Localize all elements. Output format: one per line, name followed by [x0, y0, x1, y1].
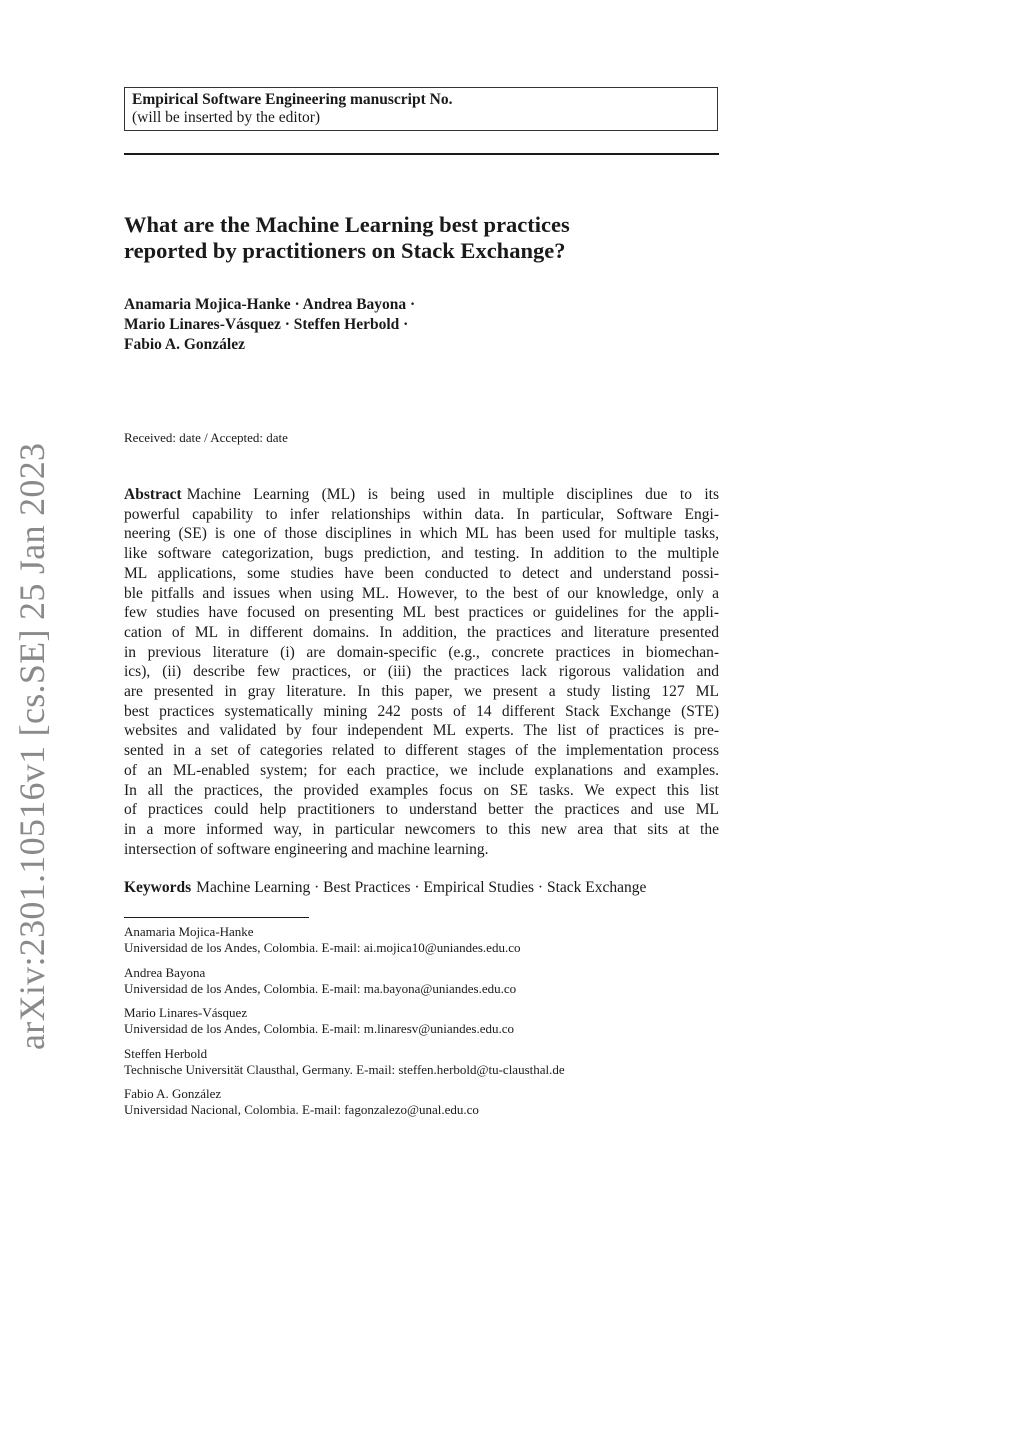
abstract-line: ble pitfalls and issues when using ML. However, to the best of our knowledge, only a: [124, 584, 719, 602]
affiliation-entry: [124, 924, 724, 956]
affiliation-entry: [124, 965, 724, 997]
abstract-line: best practices systematically mining 242 posts of 14 different Stack Exchange (STE): [124, 702, 719, 720]
affiliation-entry: [124, 1086, 724, 1118]
author-line: Fabio A. González: [124, 336, 245, 353]
title-line: What are the Machine Learning best practices: [124, 212, 570, 237]
affiliation-entry: [124, 1046, 724, 1078]
arxiv-identifier: arXiv:2301.10516v1 [cs.SE] 25 Jan 2023: [12, 442, 52, 1050]
editor-box: [124, 87, 718, 131]
abstract-line: of practices could help practitioners to understand better the practices and use ML: [124, 801, 719, 819]
abstract: [124, 485, 719, 859]
abstract-line-text: Machine Learning (ML) is being used in multiple disciplines due to its: [186, 486, 719, 503]
abstract-line: [124, 485, 719, 505]
abstract-line: few studies have focused on presenting ML best practices or guidelines for the appli-: [124, 604, 719, 622]
abstract-line: websites and validated by four independent ML experts. The list of practices is pre-: [124, 722, 719, 740]
affiliation-name: Andrea Bayona: [124, 964, 206, 980]
affiliation-detail: Universidad de los Andes, Colombia. E-mail: ma.bayona@uniandes.edu.co: [124, 980, 517, 996]
affiliation-detail: Universidad Nacional, Colombia. E-mail: fagonzalezo@unal.edu.co: [124, 1102, 479, 1117]
received-date: Received: date / Accepted: date: [124, 430, 288, 445]
paper-title: [124, 212, 724, 264]
affiliation-name: Steffen Herbold: [124, 1045, 208, 1061]
journal-name: Empirical Software Engineering manuscript No.: [132, 91, 453, 108]
editor-note: (will be inserted by the editor): [132, 109, 321, 126]
abstract-line: sented in a set of categories related to different stages of the implementation process: [124, 742, 719, 760]
affiliations: [124, 924, 724, 1127]
abstract-line: cation of ML in different domains. In addition, the practices and literature presented: [124, 623, 719, 641]
abstract-line: are presented in gray literature. In this paper, we present a study listing 127 ML: [124, 683, 719, 701]
abstract-line: neering (SE) is one of those disciplines in which ML has been used for multiple tasks,: [124, 525, 719, 543]
author-line: Mario Linares-Vásquez · Steffen Herbold ·: [124, 316, 409, 333]
abstract-line: in a more informed way, in particular newcomers to this new area that sits at the: [124, 820, 719, 838]
affiliation-name: Mario Linares-Vásquez: [124, 1005, 248, 1020]
keywords-text: Machine Learning · Best Practices · Empirical Studies · Stack Exchange: [196, 879, 647, 896]
abstract-line: of an ML-enabled system; for each practice, we include explanations and examples.: [124, 761, 719, 779]
header-rule: [124, 153, 719, 155]
title-line: reported by practitioners on Stack Exchange?: [124, 238, 566, 263]
abstract-line: In all the practices, the provided examples focus on SE tasks. We expect this list: [124, 781, 719, 799]
abstract-line: powerful capability to infer relationships within data. In particular, Software Engi-: [124, 505, 719, 523]
abstract-line: like software categorization, bugs prediction, and testing. In addition to the multiple: [124, 545, 719, 563]
keywords-heading: Keywords: [124, 879, 192, 896]
abstract-line: ML applications, some studies have been conducted to detect and understand possi-: [124, 564, 719, 582]
abstract-heading: Abstract: [124, 486, 182, 503]
affiliation-entry: [124, 1005, 724, 1037]
affiliation-name: Anamaria Mojica-Hanke: [124, 924, 254, 939]
abstract-line: intersection of software engineering and machine learning.: [124, 840, 489, 858]
abstract-line: ics), (ii) describe few practices, or (iii) the practices lack rigorous validation and: [124, 663, 719, 681]
author-list: [124, 295, 724, 355]
affiliation-detail: Universidad de los Andes, Colombia. E-mail: ai.mojica10@uniandes.edu.co: [124, 940, 521, 955]
affiliation-detail: Technische Universität Clausthal, Germany. E-mail: steffen.herbold@tu-clausthal.de: [124, 1061, 565, 1077]
author-line: Anamaria Mojica-Hanke · Andrea Bayona ·: [124, 296, 416, 313]
abstract-line: in previous literature (i) are domain-specific (e.g., concrete practices in biomechan-: [124, 643, 719, 661]
affiliation-detail: Universidad de los Andes, Colombia. E-mail: m.linaresv@uniandes.edu.co: [124, 1021, 514, 1036]
keywords: [124, 878, 719, 898]
footnote-rule: [124, 917, 309, 918]
affiliation-name: Fabio A. González: [124, 1086, 222, 1101]
